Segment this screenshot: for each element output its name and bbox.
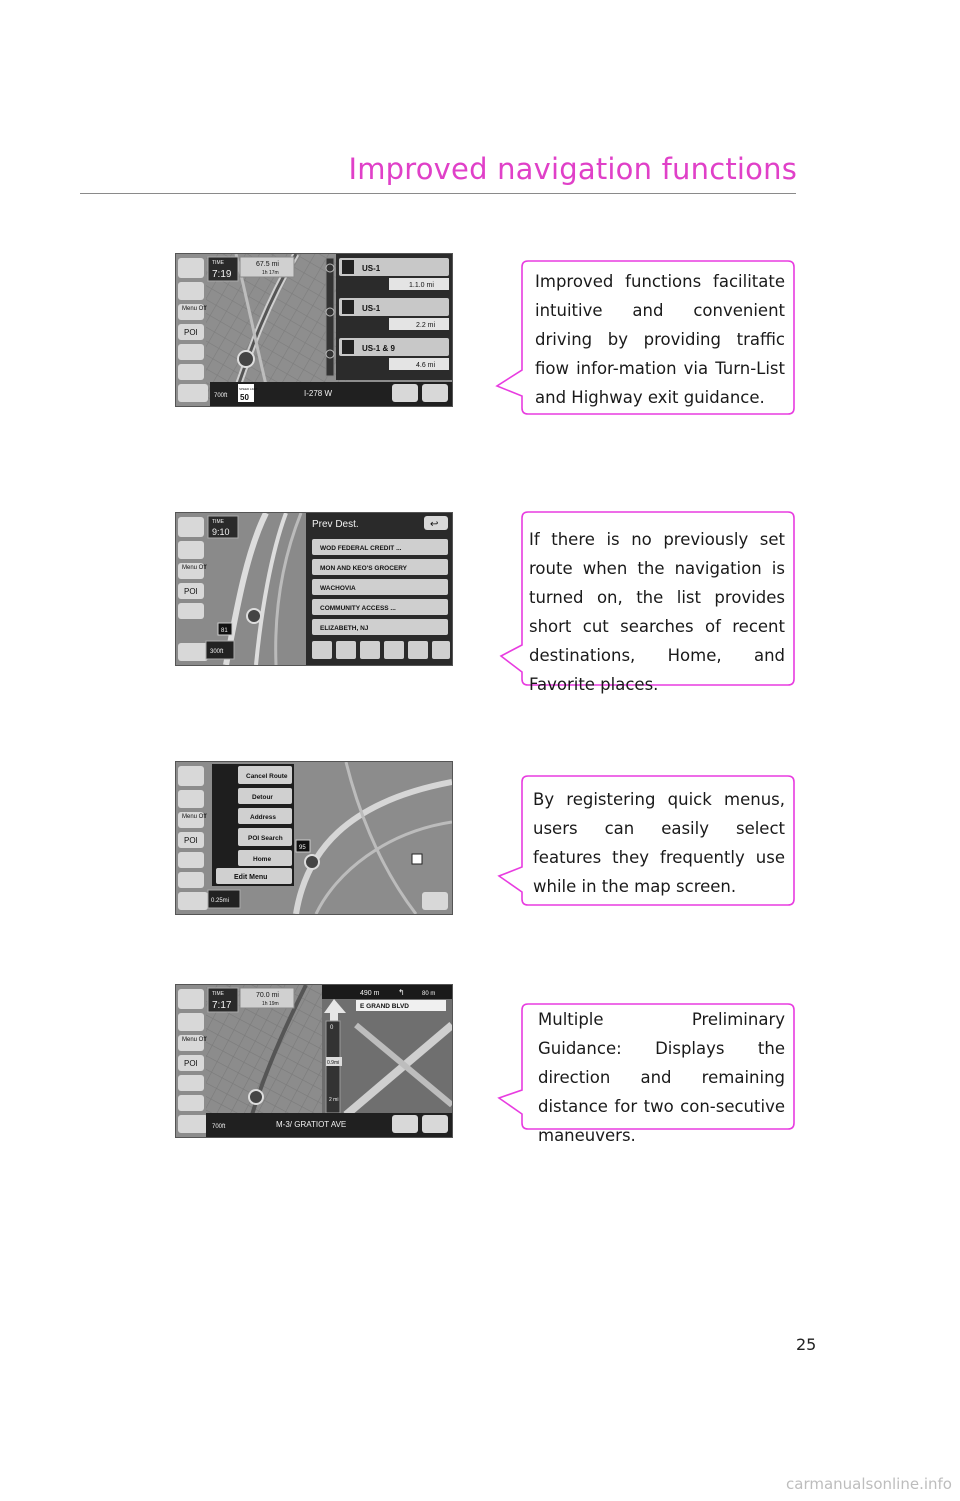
route-shield: 95 [299, 845, 306, 851]
quick-menu-label: Edit Menu [234, 874, 268, 881]
vehicle-position-icon [238, 351, 254, 367]
callout-text: Improved functions facilitate intuitive and convenient driving by providing traffic fiow infor-mation via Turn-List and Highway exit guidance. [535, 272, 785, 407]
turn-distance: 2.2 mi [416, 322, 436, 329]
quick-menu-label: Address [250, 814, 277, 821]
poi-label: POI [184, 587, 198, 596]
time-label: TIME [212, 991, 224, 997]
poi-label: POI [184, 836, 198, 845]
remaining-distance: 70.0 mi [256, 992, 279, 999]
second-maneuver-distance: 80 m [422, 991, 436, 997]
remaining-distance: 67.5 mi [256, 261, 279, 268]
time-value: 7:17 [212, 1000, 232, 1011]
menu-off-label: Menu Off [182, 814, 207, 820]
bar-top-label: 0 [330, 1025, 334, 1031]
callout-text: By registering quick menus, users can easily select features they frequently use while in the map screen. [533, 790, 785, 896]
voice-button[interactable] [422, 892, 448, 910]
menu-off-label: Menu Off [182, 306, 207, 312]
turn-road: US-1 [362, 304, 381, 313]
voice-button[interactable] [422, 1115, 448, 1133]
destination-item[interactable] [312, 539, 448, 555]
destination-item[interactable] [312, 559, 448, 575]
list-title: Prev Dest. [312, 519, 359, 530]
screenshot-preliminary-guidance [175, 984, 453, 1138]
eta-value: 1h 19m [262, 1001, 279, 1007]
map-scale: 700ft [214, 393, 228, 399]
route-shield: 81 [221, 628, 228, 634]
screenshot-turn-list [175, 253, 453, 407]
callout-3 [495, 773, 797, 907]
bar-bottom-label: 2 mi [329, 1097, 339, 1103]
u-turn-arrow-icon: ↰ [398, 988, 405, 997]
destination-name: ELIZABETH, NJ [320, 625, 369, 632]
destination-name: WACHOVIA [320, 585, 356, 592]
callout-1 [495, 258, 797, 416]
page-number: 25 [796, 1335, 817, 1354]
destination-name: WOD FEDERAL CREDIT ... [320, 545, 402, 552]
back-icon: ↩ [430, 519, 439, 530]
callout-4 [495, 1001, 797, 1145]
time-label: TIME [212, 260, 224, 266]
watermark: carmanualsonline.info [786, 1475, 952, 1493]
page-title: Improved navigation functions [348, 152, 797, 186]
screenshot-prev-destinations [175, 512, 453, 666]
menu-off-label: Menu Off [182, 565, 207, 571]
destination-name: COMMUNITY ACCESS ... [320, 605, 396, 612]
map-scale: 700ft [212, 1124, 226, 1130]
vehicle-position-icon [247, 609, 261, 623]
callout-2 [495, 509, 797, 694]
quick-menu-label: Home [253, 856, 272, 863]
next-street-name: E GRAND BLVD [360, 1003, 409, 1010]
destination-name: MON AND KEO'S GROCERY [320, 565, 408, 572]
quick-menu-item[interactable] [238, 828, 292, 846]
destination-item[interactable] [312, 579, 448, 595]
callout-text: If there is no previously set route when the navigation is turned on, the list provides short cut searches of recent destinations, Home, and Favorite places. [529, 530, 785, 694]
home-shortcut-button [312, 641, 332, 659]
title-rule [80, 193, 796, 194]
turn-road: US-1 [362, 264, 381, 273]
poi-label: POI [184, 1059, 198, 1068]
vehicle-position-icon [305, 855, 319, 869]
speed-limit-value: 50 [240, 393, 249, 402]
time-value: 9:10 [212, 527, 230, 537]
current-street: M-3/ GRATIOT AVE [276, 1120, 347, 1129]
bar-mid-label: 0.9mi [327, 1060, 340, 1066]
destination-item[interactable] [312, 619, 448, 635]
turn-road: US-1 & 9 [362, 344, 395, 353]
time-value: 7:19 [212, 269, 232, 280]
map-scale: 300ft [210, 649, 224, 655]
quick-menu-label: Cancel Route [246, 773, 288, 780]
screenshot-quick-menu [175, 761, 453, 915]
route-button[interactable] [392, 384, 418, 402]
menu-off-label: Menu Off [182, 1037, 207, 1043]
poi-label: POI [184, 328, 198, 337]
turn-distance: 4.6 mi [416, 362, 436, 369]
quick-menu-label: Detour [252, 794, 273, 801]
quick-menu-item[interactable] [238, 788, 292, 804]
speed-limit-label: SPEED LIMIT [239, 387, 258, 391]
turn-distance: 1.1.0 mi [409, 282, 434, 289]
next-maneuver-distance: 490 m [360, 990, 380, 997]
vehicle-position-icon [249, 1090, 263, 1104]
destination-item[interactable] [312, 599, 448, 615]
callout-text: Multiple Preliminary Guidance: Displays the direction and remaining distance for two con-secutive maneuvers. [538, 1010, 785, 1145]
quick-menu-item[interactable] [216, 868, 292, 884]
destination-flag-icon [412, 854, 422, 864]
voice-button[interactable] [422, 384, 448, 402]
route-button[interactable] [392, 1115, 418, 1133]
quick-menu-item[interactable] [238, 808, 292, 824]
time-label: TIME [212, 519, 224, 525]
quick-menu-label: POI Search [248, 835, 283, 842]
quick-menu-item[interactable] [238, 850, 292, 866]
map-scale: 0.25mi [211, 898, 230, 904]
current-street: I-278 W [304, 389, 333, 398]
eta-value: 1h 17m [262, 270, 279, 276]
quick-menu-item[interactable] [238, 766, 292, 784]
